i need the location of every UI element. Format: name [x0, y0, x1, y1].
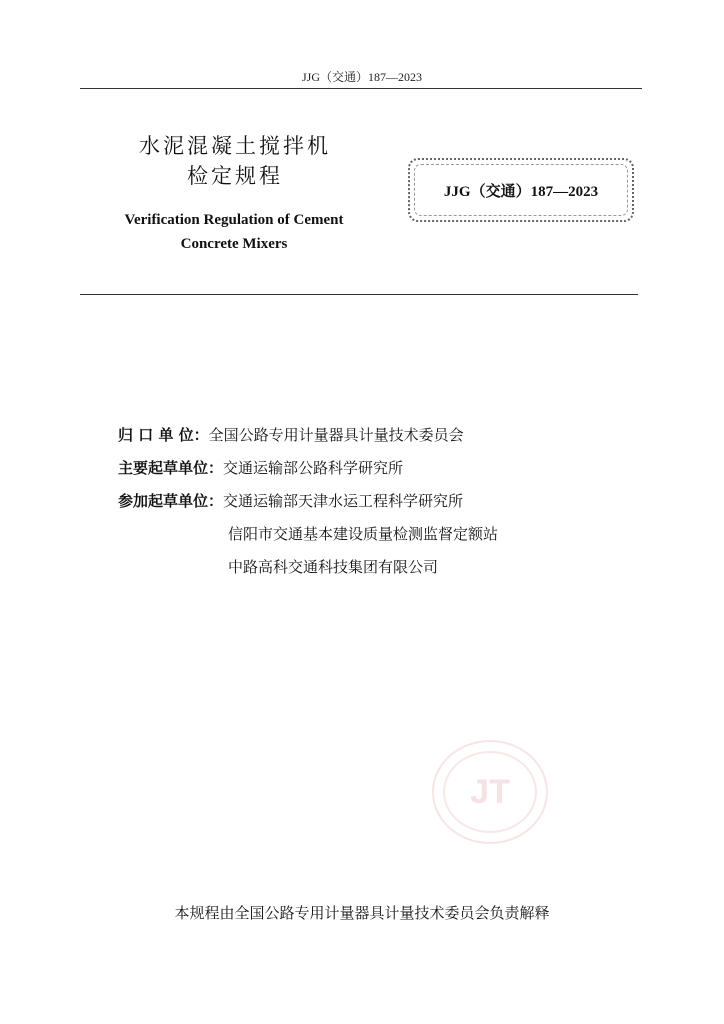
org-main-drafter-row [118, 457, 403, 478]
header-standard-code: JJG（交通）187—2023 [301, 70, 422, 84]
title-en-line1: Verification Regulation of Cement [124, 212, 344, 228]
jt-seal-text: JT [470, 772, 510, 811]
title-rule [80, 294, 638, 295]
header-rule [80, 88, 642, 89]
org-participating-row [118, 490, 463, 511]
title-cn-line1: 水泥混凝土搅拌机 [139, 134, 331, 158]
org-centralized-label: 归 口 单 位： [118, 426, 209, 444]
org-participating-value-2: 信阳市交通基本建设质量检测监督定额站 [228, 525, 499, 543]
title-cn-line2: 检定规程 [187, 164, 283, 188]
org-participating-label: 参加起草单位： [118, 492, 224, 510]
org-main-drafter-label: 主要起草单位： [118, 459, 224, 477]
standard-code-box-text: JJG（交通）187—2023 [443, 183, 599, 200]
footer-interpretation-note: 本规程由全国公路专用计量器具计量技术委员会负责解释 [174, 904, 550, 922]
title-en-line2: Concrete Mixers [180, 236, 288, 252]
org-centralized-row [118, 424, 464, 445]
org-participating-value-1: 交通运输部天津水运工程科学研究所 [223, 492, 464, 510]
org-centralized-value: 全国公路专用计量器具计量技术委员会 [208, 426, 464, 444]
jt-seal-inner [443, 751, 537, 833]
org-main-drafter-value: 交通运输部公路科学研究所 [223, 459, 404, 477]
jt-seal-watermark [432, 740, 548, 844]
org-participating-value-3: 中路高科交通科技集团有限公司 [228, 558, 439, 576]
standard-code-box [408, 158, 634, 222]
